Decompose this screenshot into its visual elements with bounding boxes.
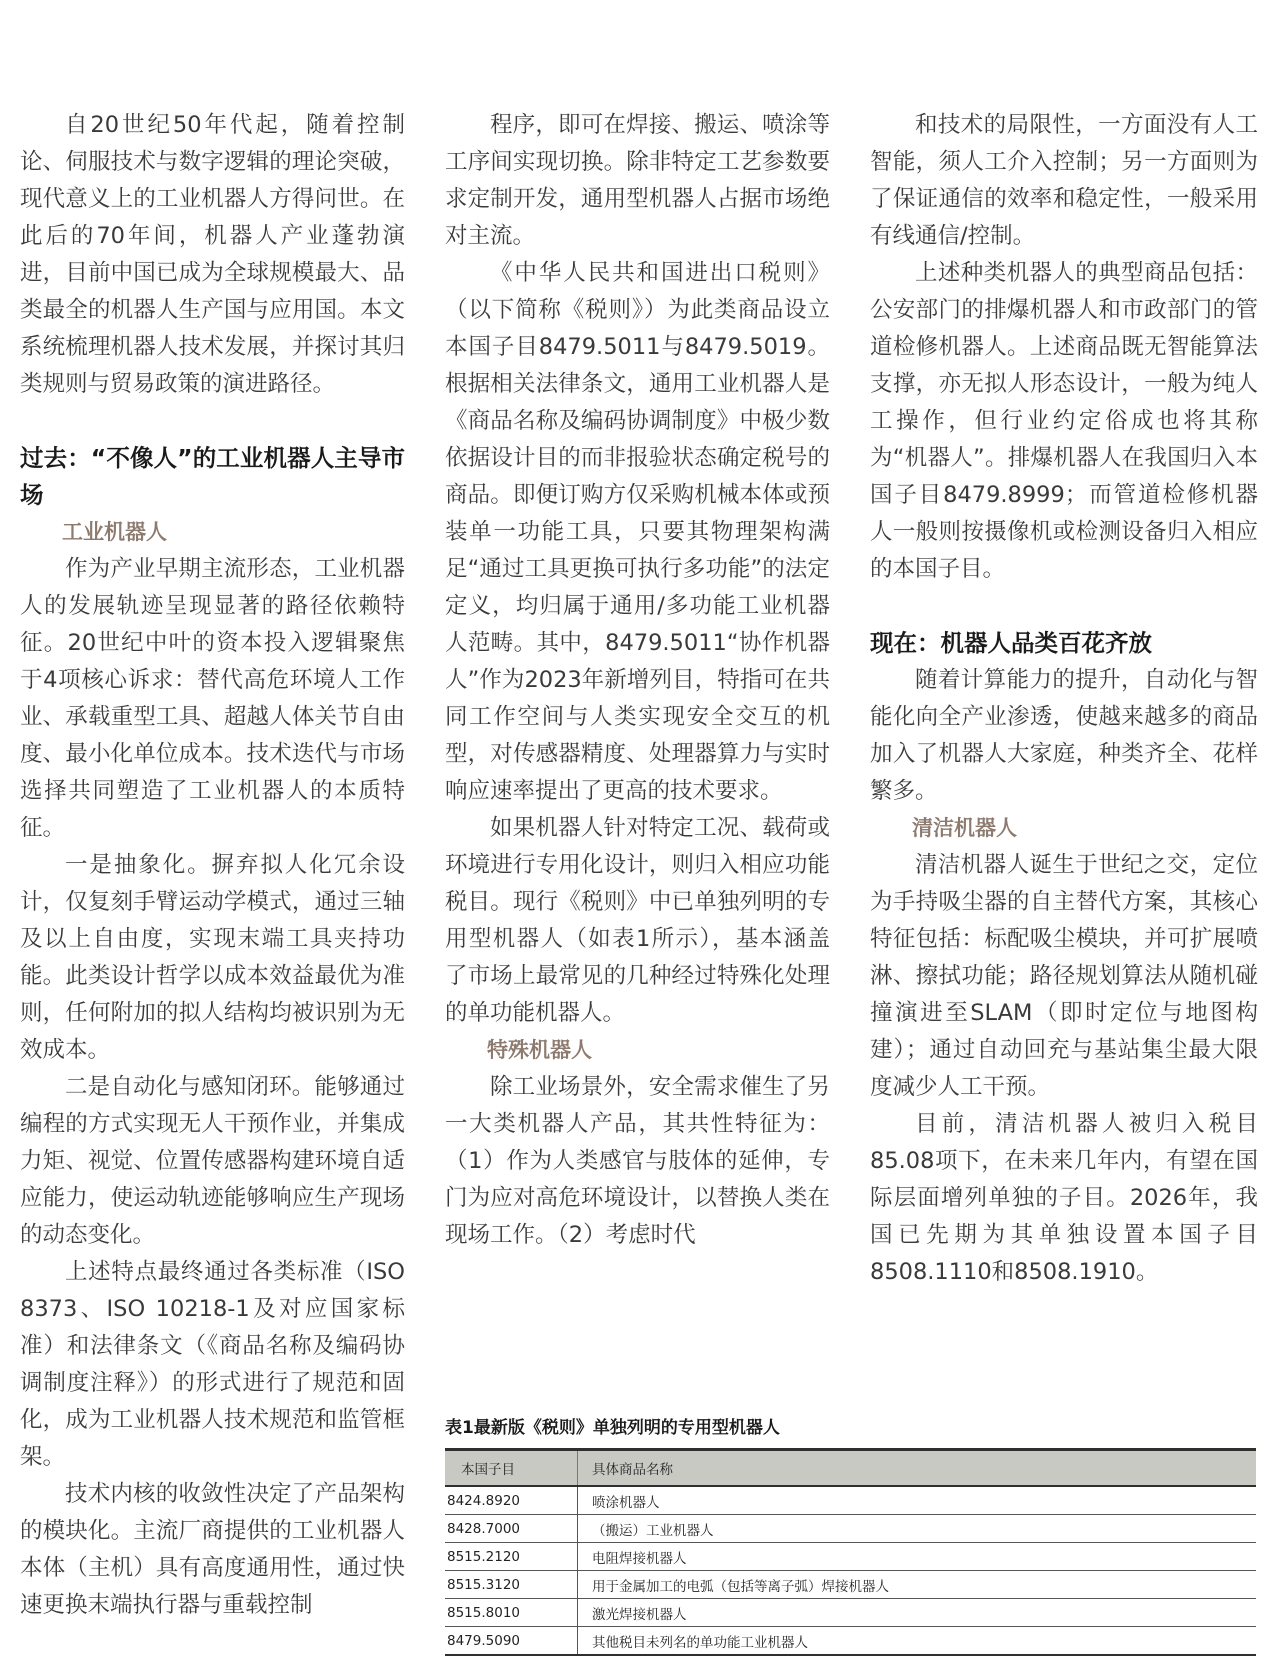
table-1-block	[445, 1416, 1256, 1656]
column-3	[870, 107, 1258, 1291]
column-2	[445, 107, 830, 1254]
table-cell-name: 用于金属加工的电弧（包括等离子弧）焊接机器人	[578, 1571, 1257, 1599]
table-header-code: 本国子目	[445, 1450, 578, 1487]
paragraph: 作为产业早期主流形态，工业机器人的发展轨迹呈现显著的路径依赖特征。20世纪中叶的资本投入逻辑聚焦于4项核心诉求：替代高危环境人工作业、承载重型工具、超越人体关节自由度、最小化单位成本。技术迭代与市场选择共同塑造了工业机器人的本质特征。	[20, 556, 405, 841]
table-cell-name: 喷涂机器人	[578, 1486, 1257, 1515]
table-cell-code: 8479.5090	[445, 1627, 578, 1656]
paragraph: 如果机器人针对特定工况、载荷或环境进行专用化设计，则归入相应功能税目。现行《税则》中已单独列明的专用型机器人（如表1所示），基本涵盖了市场上最常见的几种经过特殊化处理的单功能机器人。	[445, 815, 830, 1026]
table-row	[445, 1486, 1256, 1515]
section-heading-past: 过去：“不像人”的工业机器人主导市场	[20, 444, 405, 509]
paragraph: 程序，即可在焊接、搬运、喷涂等工序间实现切换。除非特定工艺参数要求定制开发，通用型机器人占据市场绝对主流。	[445, 112, 830, 249]
table-cell-name: 激光焊接机器人	[578, 1599, 1257, 1627]
table-row	[445, 1543, 1256, 1571]
paragraph: 目前，清洁机器人被归入税目85.08项下，在未来几年内，有望在国际层面增列单独的子目。2026年，我国已先期为其单独设置本国子目8508.1110和8508.1910。	[870, 1111, 1258, 1285]
table-cell-code: 8428.7000	[445, 1515, 578, 1543]
subheading-special-robot: 特殊机器人	[487, 1038, 592, 1062]
paragraph: 上述种类机器人的典型商品包括：公安部门的排爆机器人和市政部门的管道检修机器人。上述商品既无智能算法支撑，亦无拟人形态设计，一般为纯人工操作，但行业约定俗成也将其称为“机器人”。排爆机器人在我国归入本国子目8479.8999；而管道检修机器人一般则按摄像机或检测设备归入相应的本国子目。	[870, 260, 1258, 582]
column-1	[20, 107, 405, 1624]
paragraph: 一是抽象化。摒弃拟人化冗余设计，仅复刻手臂运动学模式，通过三轴及以上自由度，实现末端工具夹持功能。此类设计哲学以成本效益最优为准则，任何附加的拟人结构均被识别为无效成本。	[20, 852, 405, 1063]
table-cell-code: 8515.3120	[445, 1571, 578, 1599]
table-cell-name: 电阻焊接机器人	[578, 1543, 1257, 1571]
table-cell-code: 8515.2120	[445, 1543, 578, 1571]
section-heading-now: 现在：机器人品类百花齐放	[870, 629, 1152, 657]
paragraph: 上述特点最终通过各类标准（ISO 8373、ISO 10218-1及对应国家标准）和法律条文（《商品名称及编码协调制度注释》）的形式进行了规范和固化，成为工业机器人技术规范和监管框架。	[20, 1259, 405, 1470]
paragraph: 清洁机器人诞生于世纪之交，定位为手持吸尘器的自主替代方案，其核心特征包括：标配吸尘模块，并可扩展喷淋、擦拭功能；路径规划算法从随机碰撞演进至SLAM（即时定位与地图构建）；通过自动回充与基站集尘最大限度减少人工干预。	[870, 852, 1258, 1100]
table-cell-name: 其他税目未列名的单功能工业机器人	[578, 1627, 1257, 1656]
table-cell-code: 8515.8010	[445, 1599, 578, 1627]
table-row	[445, 1515, 1256, 1543]
paragraph: 技术内核的收敛性决定了产品架构的模块化。主流厂商提供的工业机器人本体（主机）具有高度通用性，通过快速更换末端执行器与重载控制	[20, 1481, 405, 1618]
table-header-name: 具体商品名称	[578, 1450, 1257, 1487]
table-row	[445, 1571, 1256, 1599]
paragraph: 和技术的局限性，一方面没有人工智能，须人工介入控制；另一方面则为了保证通信的效率和稳定性，一般采用有线通信/控制。	[870, 112, 1258, 249]
table-header-row	[445, 1450, 1256, 1487]
table-row	[445, 1627, 1256, 1656]
paragraph: 随着计算能力的提升，自动化与智能化向全产业渗透，使越来越多的商品加入了机器人大家庭，种类齐全、花样繁多。	[870, 667, 1258, 804]
paragraph: 除工业场景外，安全需求催生了另一大类机器人产品，其共性特征为：（1）作为人类感官与肢体的延伸，专门为应对高危环境设计，以替换人类在现场工作。（2）考虑时代	[445, 1074, 830, 1248]
table-title: 表1最新版《税则》单独列明的专用型机器人	[445, 1418, 780, 1438]
paragraph: 二是自动化与感知闭环。能够通过编程的方式实现无人干预作业，并集成力矩、视觉、位置传感器构建环境自适应能力，使运动轨迹能够响应生产现场的动态变化。	[20, 1074, 405, 1248]
table-cell-name: （搬运）工业机器人	[578, 1515, 1257, 1543]
subheading-cleaning-robot: 清洁机器人	[912, 816, 1017, 840]
intro-paragraph: 自20世纪50年代起，随着控制论、伺服技术与数字逻辑的理论突破，现代意义上的工业机器人方得问世。在此后的70年间，机器人产业蓬勃演进，目前中国已成为全球规模最大、品类最全的机器人生产国与应用国。本文系统梳理机器人技术发展，并探讨其归类规则与贸易政策的演进路径。	[20, 112, 405, 397]
table-row	[445, 1599, 1256, 1627]
robot-codes-table	[445, 1448, 1256, 1656]
subheading-industrial-robot: 工业机器人	[62, 520, 167, 544]
paragraph: 《中华人民共和国进出口税则》（以下简称《税则》）为此类商品设立本国子目8479.5011与8479.5019。根据相关法律条文，通用工业机器人是《商品名称及编码协调制度》中极少数依据设计目的而非报验状态确定税号的商品。即便订购方仅采购机械本体或预装单一功能工具，只要其物理架构满足“通过工具更换可执行多功能”的法定定义，均归属于通用/多功能工业机器人范畴。其中，8479.5011“协作机器人”作为2023年新增列目，特指可在共同工作空间与人类实现安全交互的机型，对传感器精度、处理器算力与实时响应速率提出了更高的技术要求。	[445, 260, 830, 804]
table-cell-code: 8424.8920	[445, 1486, 578, 1515]
